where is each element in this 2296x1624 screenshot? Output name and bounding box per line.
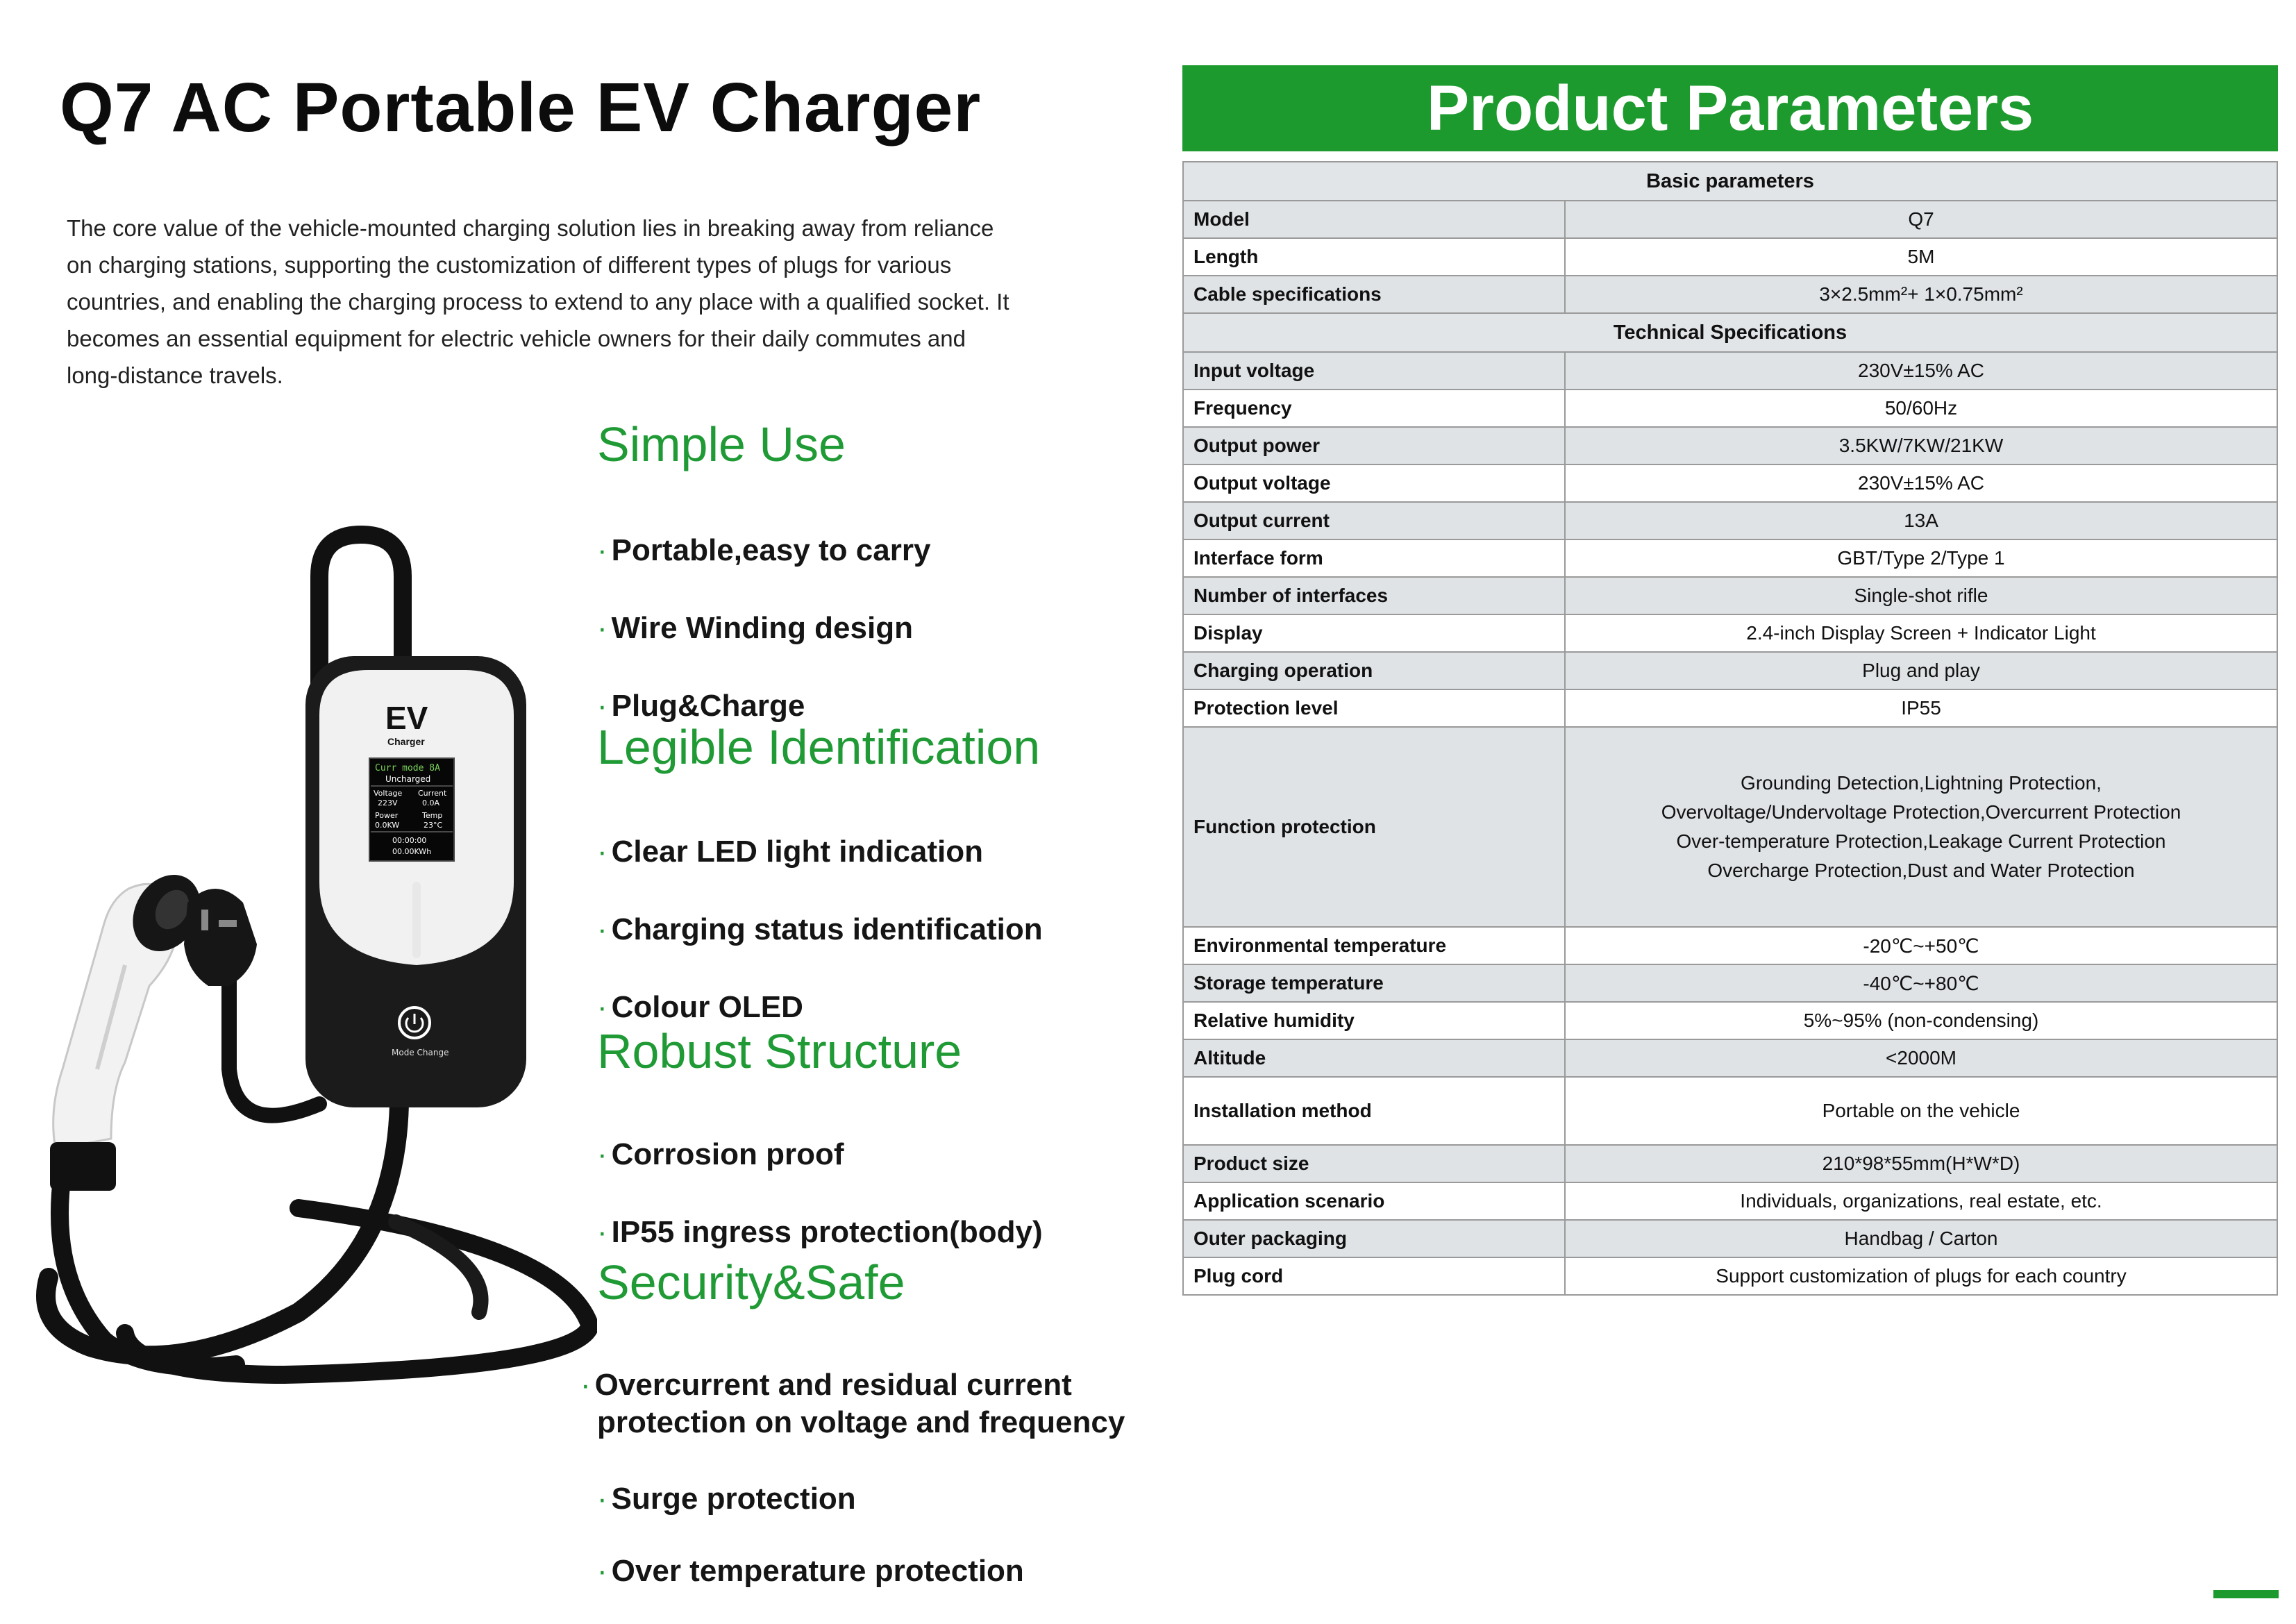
param-name: Display — [1183, 614, 1565, 652]
param-value: 2.4-inch Display Screen + Indicator Light — [1565, 614, 2277, 652]
param-value: -20℃~+50℃ — [1565, 927, 2277, 964]
params-row — [1183, 1039, 2277, 1077]
device-logo-sub: Charger — [387, 736, 425, 747]
param-value: 5M — [1565, 238, 2277, 276]
param-name: Altitude — [1183, 1039, 1565, 1077]
param-name: Product size — [1183, 1145, 1565, 1182]
param-name: Output current — [1183, 502, 1565, 539]
ev-charger-image — [7, 514, 597, 1389]
param-name: Output voltage — [1183, 464, 1565, 502]
params-row — [1183, 964, 2277, 1002]
param-value: Portable on the vehicle — [1565, 1077, 2277, 1145]
param-name: Environmental temperature — [1183, 927, 1565, 964]
param-name: Input voltage — [1183, 352, 1565, 390]
params-row — [1183, 502, 2277, 539]
params-table — [1182, 161, 2278, 1296]
params-row — [1183, 427, 2277, 464]
param-value-line: Over-temperature Protection,Leakage Current Protection — [1676, 830, 2166, 852]
param-value: 13A — [1565, 502, 2277, 539]
param-value: 230V±15% AC — [1565, 352, 2277, 390]
param-name: Function protection — [1183, 727, 1565, 927]
feature-item: · Over temperature protection — [597, 1554, 1024, 1588]
param-value-line: Overvoltage/Undervoltage Protection,Overcurrent Protection — [1661, 801, 2181, 823]
svg-text:0.0KW: 0.0KW — [375, 821, 400, 830]
svg-text:Curr mode 8A: Curr mode 8A — [375, 763, 440, 773]
params-row — [1183, 927, 2277, 964]
params-row — [1183, 1145, 2277, 1182]
param-value: Q7 — [1565, 201, 2277, 238]
param-name: Frequency — [1183, 390, 1565, 427]
param-value: 230V±15% AC — [1565, 464, 2277, 502]
params-section-header — [1183, 162, 2277, 201]
intro-paragraph: The core value of the vehicle-mounted charging solution lies in breaking away from reliance on charging stations, supporting the customization of different types of plugs for various countries, and enabling the charging process to extend to any place with a qualified socket. It becomes an essential equipment for electric vehicle owners for their daily commutes and long-distance travels. — [67, 215, 1009, 388]
param-value: <2000M — [1565, 1039, 2277, 1077]
param-value: Individuals, organizations, real estate, etc. — [1565, 1182, 2277, 1220]
param-value: 3.5KW/7KW/21KW — [1565, 427, 2277, 464]
param-value: Plug and play — [1565, 652, 2277, 689]
params-row — [1183, 1182, 2277, 1220]
svg-text:Temp: Temp — [422, 811, 443, 820]
param-name: Plug cord — [1183, 1257, 1565, 1295]
param-name: Outer packaging — [1183, 1220, 1565, 1257]
feature-item: · Colour OLED — [597, 990, 803, 1024]
params-row — [1183, 1257, 2277, 1295]
feature-item: · Plug&Charge — [597, 689, 805, 723]
feature-item: · Portable,easy to carry — [597, 533, 931, 567]
params-row — [1183, 352, 2277, 390]
param-name: Model — [1183, 201, 1565, 238]
param-value-line: Overcharge Protection,Dust and Water Protection — [1707, 860, 2135, 881]
indicator-light — [412, 882, 421, 958]
params-row — [1183, 1077, 2277, 1145]
params-row — [1183, 1220, 2277, 1257]
param-value: 3×2.5mm²+ 1×0.75mm² — [1565, 276, 2277, 313]
params-row — [1183, 539, 2277, 577]
params-row — [1183, 614, 2277, 652]
params-section-header — [1183, 313, 2277, 352]
param-name: Application scenario — [1183, 1182, 1565, 1220]
param-value: 5%~95% (non-condensing) — [1565, 1002, 2277, 1039]
svg-text:23°C: 23°C — [424, 821, 443, 830]
params-banner: Product Parameters — [1182, 65, 2278, 151]
param-name: Installation method — [1183, 1077, 1565, 1145]
params-row — [1183, 464, 2277, 502]
svg-text:Current: Current — [418, 789, 447, 798]
param-name: Protection level — [1183, 689, 1565, 727]
uk-plug — [184, 889, 257, 986]
feature-item: · Corrosion proof — [597, 1137, 844, 1171]
params-row — [1183, 390, 2277, 427]
param-name: Cable specifications — [1183, 276, 1565, 313]
params-row — [1183, 652, 2277, 689]
param-value: Handbag / Carton — [1565, 1220, 2277, 1257]
param-name: Number of interfaces — [1183, 577, 1565, 614]
param-name: Length — [1183, 238, 1565, 276]
feature-item: · Surge protection — [597, 1482, 856, 1516]
device-logo: EV — [385, 700, 428, 736]
feature-item: · IP55 ingress protection(body) — [597, 1215, 1043, 1249]
param-value: 50/60Hz — [1565, 390, 2277, 427]
svg-text:Voltage: Voltage — [374, 789, 403, 798]
bottom-accent-bar — [2213, 1590, 2279, 1598]
params-row — [1183, 727, 2277, 927]
param-value: GBT/Type 2/Type 1 — [1565, 539, 2277, 577]
param-value: 210*98*55mm(H*W*D) — [1565, 1145, 2277, 1182]
param-name: Interface form — [1183, 539, 1565, 577]
feature-item: · Clear LED light indication — [597, 835, 984, 869]
feature-item: · Wire Winding design — [597, 611, 913, 645]
section-title: Basic parameters — [1183, 162, 2277, 201]
param-value: Single-shot rifle — [1565, 577, 2277, 614]
feature-title-simple-use: Simple Use — [597, 417, 846, 471]
feature-title-robust-structure: Robust Structure — [597, 1024, 962, 1078]
feature-item: · Charging status identification — [597, 912, 1043, 946]
params-row — [1183, 238, 2277, 276]
param-value: Support customization of plugs for each country — [1565, 1257, 2277, 1295]
svg-text:00.00KWh: 00.00KWh — [392, 847, 432, 856]
mode-change-label: Mode Change — [392, 1048, 449, 1057]
param-value-line: Grounding Detection,Lightning Protection, — [1741, 772, 2102, 794]
params-row — [1183, 1002, 2277, 1039]
svg-text:00:00:00: 00:00:00 — [392, 836, 427, 845]
param-name: Output power — [1183, 427, 1565, 464]
svg-text:0.0A: 0.0A — [422, 798, 440, 807]
feature-item: · Overcurrent and residual current protection on voltage and frequency — [580, 1368, 1125, 1439]
params-row — [1183, 577, 2277, 614]
param-value: IP55 — [1565, 689, 2277, 727]
param-name: Charging operation — [1183, 652, 1565, 689]
section-title: Technical Specifications — [1183, 313, 2277, 352]
svg-text:223V: 223V — [378, 798, 398, 807]
params-row — [1183, 201, 2277, 238]
svg-text:Power: Power — [375, 811, 399, 820]
svg-text:Uncharged: Uncharged — [385, 774, 431, 784]
param-value: -40℃~+80℃ — [1565, 964, 2277, 1002]
params-row — [1183, 689, 2277, 727]
param-value — [1565, 727, 2277, 927]
param-name: Storage temperature — [1183, 964, 1565, 1002]
param-name: Relative humidity — [1183, 1002, 1565, 1039]
feature-title-legible-identification: Legible Identification — [597, 720, 1041, 774]
page-title: Q7 AC Portable EV Charger — [60, 69, 982, 147]
feature-title-security-safe: Security&Safe — [597, 1255, 905, 1309]
params-row — [1183, 276, 2277, 313]
